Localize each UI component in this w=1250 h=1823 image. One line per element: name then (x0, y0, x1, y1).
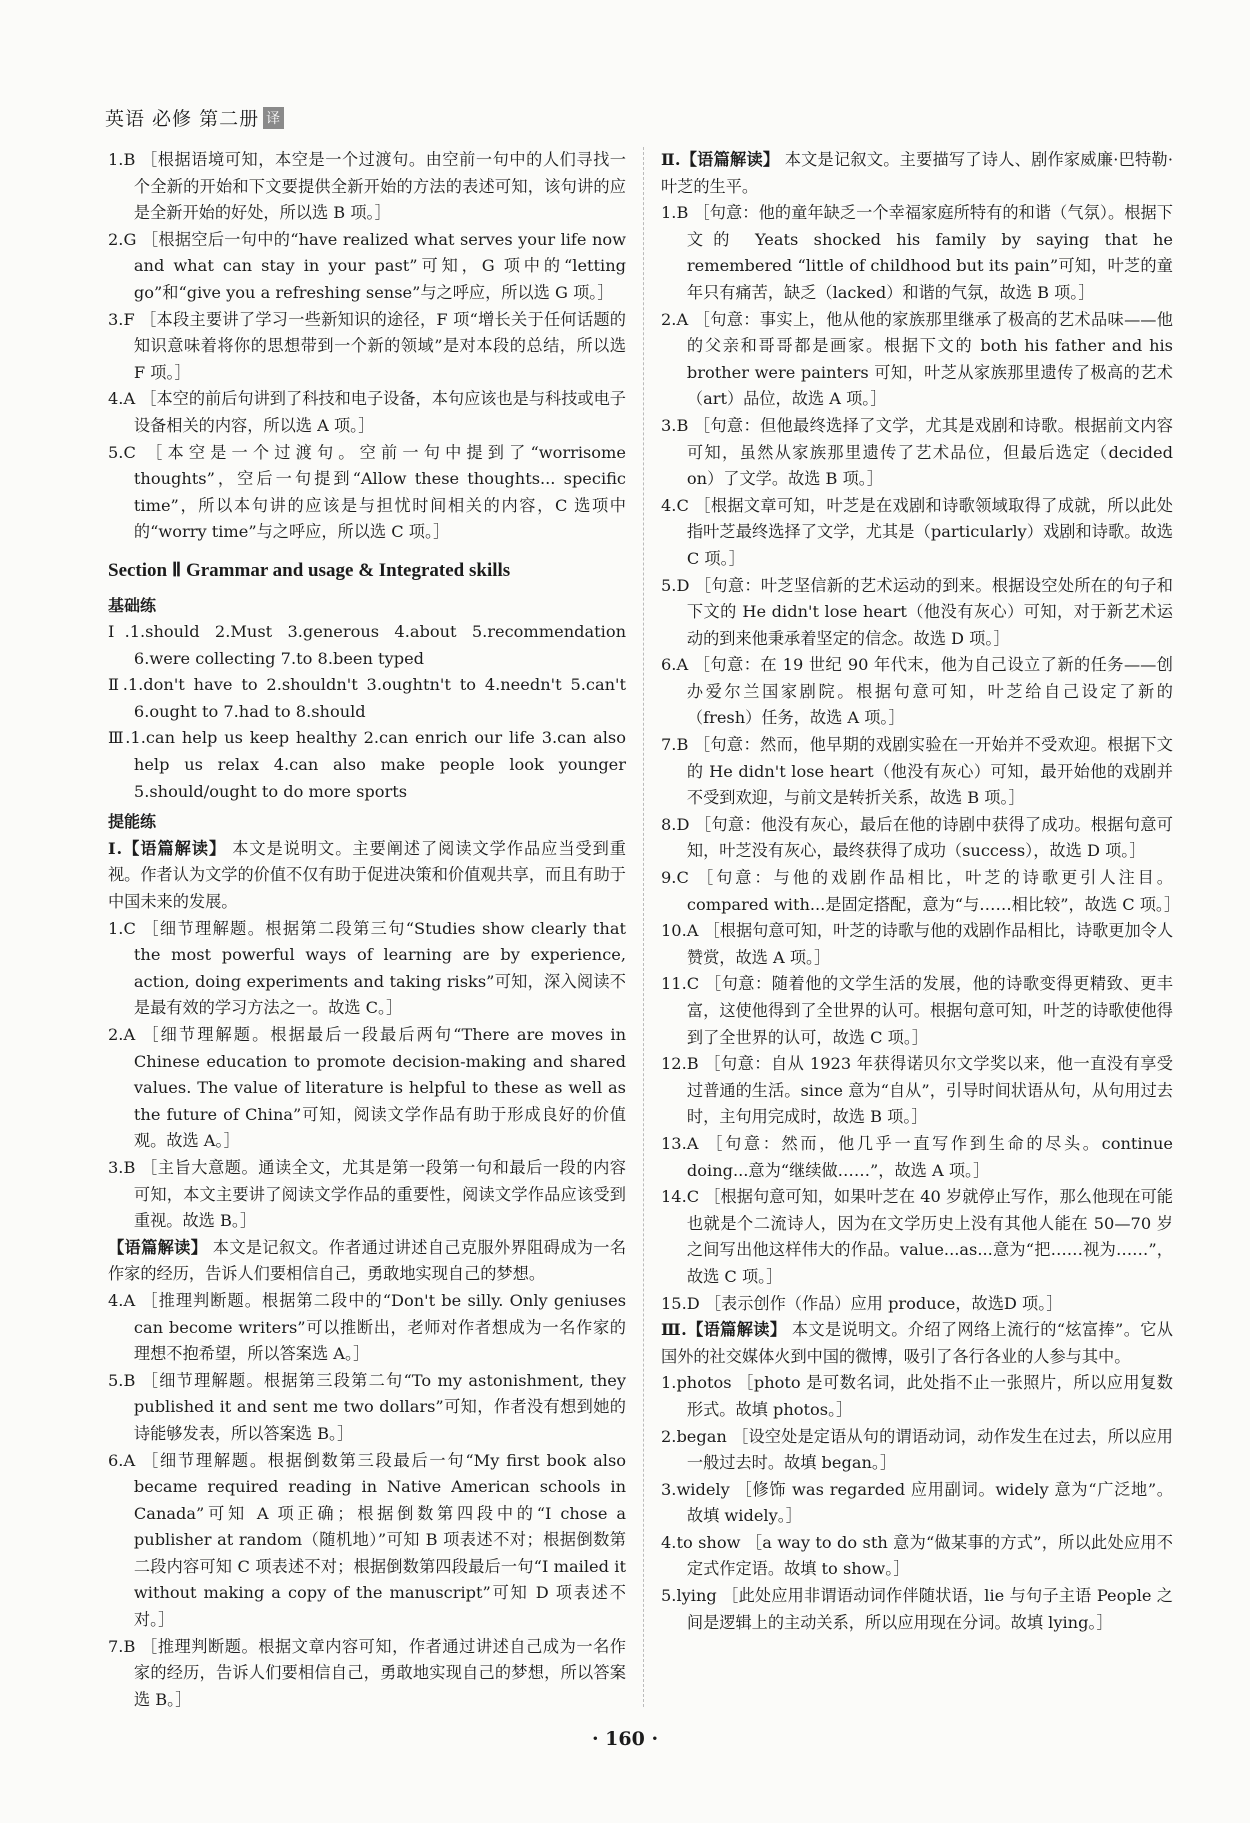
fill-answer-item: 2.began ［设空处是定语从句的谓语动词，动作发生在过去，所以应用一般过去时。故填 began。］ (661, 1426, 1173, 1473)
reading-analysis (108, 836, 626, 916)
reading-analysis-label: 【语篇解读】 (108, 1237, 208, 1257)
right-column (661, 147, 1181, 1636)
page-header (105, 104, 284, 131)
answer-item: 5.C ［本空是一个过渡句。空前一句中提到了“worrisome thoughts”，空后一句提到“Allow these thoughts... specific time”，所以本句讲的应该是与担忧时间相关的内容，C 选项中的“worry time”与之呼应，所以选 C 项。］ (108, 442, 626, 542)
reading-analysis-label: Ⅰ.【语篇解读】 (108, 838, 227, 858)
answer-item: 1.C ［细节理解题。根据第二段第三句“Studies show clearly that the most powerful ways of learning are by experience, action, doing experiments and taking risks”可知，深入阅读不是最有效的学习方法之一。故选 C。］ (108, 918, 626, 1018)
answer-item: 3.F ［本段主要讲了学习一些新知识的途径，F 项“增长关于任何话题的知识意味着将你的思想带到一个新的领域”是对本段的总结，所以选 F 项。］ (108, 309, 626, 382)
answer-item: 9.C ［句意：与他的戏剧作品相比，叶芝的诗歌更引人注目。compared with...是固定搭配，意为“与……相比较”，故选 C 项。］ (661, 868, 1181, 914)
column-divider (643, 147, 644, 1707)
section-title: Section Ⅱ Grammar and usage & Integrated skills (108, 559, 511, 581)
advanced-practice-title: 提能练 (108, 812, 157, 832)
answer-item: 4.C ［根据文章可知，叶芝是在戏剧和诗歌领域取得了成就，所以此处指叶芝最终选择了文学，尤其是（particularly）戏剧和诗歌。故选 C 项。］ (661, 495, 1173, 568)
reading-analysis (661, 1317, 1173, 1370)
fill-answer-item: 3.widely ［修饰 was regarded 应用副词。widely 意为“广泛地”。故填 widely。］ (661, 1479, 1173, 1526)
answer-item: 10.A ［根据句意可知，叶芝的诗歌与他的戏剧作品相比，诗歌更加令人赞赏，故选 A 项。］ (661, 921, 1174, 967)
fill-answer-item: 4.to show ［a way to do sth 意为“做某事的方式”，所以此处应用不定式作定语。故填 to show。］ (661, 1532, 1173, 1579)
answer-item: 7.B ［句意：然而，他早期的戏剧实验在一开始并不受欢迎。根据下文的 He didn't lose heart（他没有灰心）可知，最开始他的戏剧并不受到欢迎，与前文是转折关系，故选 B 项。］ (661, 735, 1173, 808)
answer-item: 7.B ［推理判断题。根据文章内容可知，作者通过讲述自己成为一名作家的经历，告诉人们要相信自己，勇敢地实现自己的梦想，所以答案选 B。］ (108, 1636, 626, 1709)
basic-answer-line: Ⅰ.1.should 2.Must 3.generous 4.about 5.recommendation 6.were collecting 7.to 8.been typed (108, 622, 626, 668)
basic-practice-title: 基础练 (108, 595, 157, 615)
reading-analysis (108, 1235, 626, 1288)
answer-item: 14.C ［根据句意可知，如果叶芝在 40 岁就停止写作，那么他现在可能也就是个二流诗人，因为在文学历史上没有其他人能在 50—70 岁之间写出他这样伟大的作品。value...as...意为“把……视为……”，故选 C 项。］ (661, 1187, 1173, 1286)
answer-item: 5.B ［细节理解题。根据第三段第二句“To my astonishment, they published it and sent me two dollars”可知，作者没有想到她的诗能够发表，所以答案选 B。］ (108, 1370, 626, 1443)
basic-answer-line: Ⅱ.1.don't have to 2.shouldn't 3.oughtn't to 4.needn't 5.can't 6.ought to 7.had to 8.should (108, 675, 626, 721)
answer-item: 3.B ［句意：但他最终选择了文学，尤其是戏剧和诗歌。根据前文内容可知，虽然从家族那里遗传了艺术品位，但最后选定（decided on）了文学。故选 B 项。］ (661, 415, 1173, 489)
answer-item: 3.B ［主旨大意题。通读全文，尤其是第一段第一句和最后一段的内容可知，本文主要讲了阅读文学作品的重要性，阅读文学作品应该受到重视。故选 B。］ (108, 1157, 626, 1231)
answer-item: 1.B ［句意：他的童年缺乏一个幸福家庭所特有的和谐（气氛）。根据下文的 Yeats shocked his family by saying that he remembered “little of childhood but its pain”可知，叶芝的童年只有痛苦，缺乏（lacked）和谐的气氛，故选 B 项。］ (661, 203, 1173, 302)
answer-item: 2.A ［细节理解题。根据最后一段最后两句“There are moves in Chinese education to promote decision-making and shared values. The value of literature is helpful to these as well as the future of China”可知，阅读文学作品有助于形成良好的价值观。故选 A。］ (108, 1025, 626, 1151)
reading-analysis-label: Ⅱ.【语篇解读】 (661, 150, 780, 169)
answer-item: 15.D ［表示创作（作品）应用 produce，故选D 项。］ (661, 1293, 1063, 1313)
reading-analysis-text: 本文是说明文。介绍了网络上流行的“炫富捧”。它从国外的社交媒体火到中国的微博，吸引了各行各业的人参与其中。 (661, 1320, 1173, 1366)
left-column (108, 147, 626, 1713)
book-title: 英语 必修 第二册 (105, 108, 260, 130)
answer-item: 11.C ［句意：随着他的文学生活的发展，他的诗歌变得更精致、更丰富，这使他得到了全世界的认可。根据句意可知，叶芝的诗歌使他得到了全世界的认可，故选 C 项。］ (661, 974, 1173, 1047)
answer-item: 6.A ［句意：在 19 世纪 90 年代末，他为自己设立了新的任务——创办爱尔兰国家剧院。根据句意可知，叶芝给自己设定了新的（fresh）任务，故选 A 项。］ (661, 655, 1173, 728)
answer-item: 1.B ［根据语境可知，本空是一个过渡句。由空前一句中的人们寻找一个全新的开始和下文要提供全新开始的方法的表述可知，该句讲的应是全新开始的好处，所以选 B 项。］ (108, 150, 626, 223)
answer-item: 8.D ［句意：他没有灰心，最后在他的诗剧中获得了成功。根据句意可知，叶芝没有灰心，最终获得了成功（success），故选 D 项。］ (661, 814, 1173, 861)
answer-item: 4.A ［推理判断题。根据第二段中的“Don't be silly. Only geniuses can become writers”可以推断出，老师对作者想成为一名作家的理想不抱希望，所以答案选 A。］ (108, 1290, 626, 1364)
reading-analysis-label: Ⅲ.【语篇解读】 (661, 1320, 787, 1340)
answer-item: 6.A ［细节理解题。根据倒数第三段最后一句“My first book also became required reading in Native American schools in Canada”可知 A 项正确；根据倒数第四段中的“I chose a publisher at random（随机地）”可知 B 项表述不对；根据倒数第二段内容可知 C 项表述不对；根据倒数第四段最后一句“I mailed it without making a copy of the manuscript”可知 D 项表述不对。］ (108, 1450, 626, 1630)
answer-item: 12.B ［句意：自从 1923 年获得诺贝尔文学奖以来，他一直没有享受过普通的生活。since 意为“自从”，引导时间状语从句，从句用过去时，主句用完成时，故选 B 项。］ (661, 1054, 1173, 1127)
reading-analysis-text: 本文是记叙文。作者通过讲述自己克服外界阻碍成为一名作家的经历，告诉人们要相信自己，勇敢地实现自己的梦想。 (108, 1237, 627, 1284)
reading-analysis-text: 本文是记叙文。主要描写了诗人、剧作家威廉·巴特勒·叶芝的生平。 (661, 150, 1173, 196)
page-number: · 160 · (591, 1728, 659, 1750)
reading-analysis-text: 本文是说明文。主要阐述了阅读文学作品应当受到重视。作者认为文学的价值不仅有助于促进决策和价值观共享，而且有助于中国未来的发展。 (108, 838, 626, 912)
basic-answer-line: Ⅲ.1.can help us keep healthy 2.can enrich our life 3.can also help us relax 4.can also make people look younger 5.should/ought to do more sports (108, 728, 626, 801)
reading-analysis (661, 147, 1173, 200)
fill-answer-item: 5.lying ［此处应用非谓语动词作伴随状语，lie 与句子主语 People 之间是逻辑上的主动关系，所以应用现在分词。故填 lying。］ (661, 1586, 1173, 1632)
answer-item: 5.D ［句意：叶芝坚信新的艺术运动的到来。根据设空处所在的句子和下文的 He didn't lose heart（他没有灰心）可知，对于新艺术运动的到来他秉承着坚定的信念。故选 D 项。］ (661, 575, 1173, 648)
answer-item: 2.A ［句意：事实上，他从他的家族那里继承了极高的艺术品味——他的父亲和哥哥都是画家。根据下文的 both his father and his brother were painters 可知，叶芝从家族那里遗传了极高的艺术（art）品位，故选 A 项。］ (661, 309, 1173, 409)
answer-item: 2.G ［根据空后一句中的“have realized what serves your life now and what can stay in your past”可知，G 项中的“letting go”和“give you a refreshing sense”与之呼应，所以选 G 项。］ (108, 229, 626, 302)
fill-answer-item: 1.photos ［photo 是可数名词，此处指不止一张照片，所以应用复数形式。故填 photos。］ (661, 1373, 1173, 1419)
answer-item: 13.A ［句意：然而，他几乎一直写作到生命的尽头。continue doing...意为“继续做……”，故选 A 项。］ (661, 1133, 1173, 1180)
answer-item: 4.A ［本空的前后句讲到了科技和电子设备，本句应该也是与科技或电子设备相关的内容，所以选 A 项。］ (108, 389, 626, 435)
translation-badge: 译 (263, 107, 284, 129)
